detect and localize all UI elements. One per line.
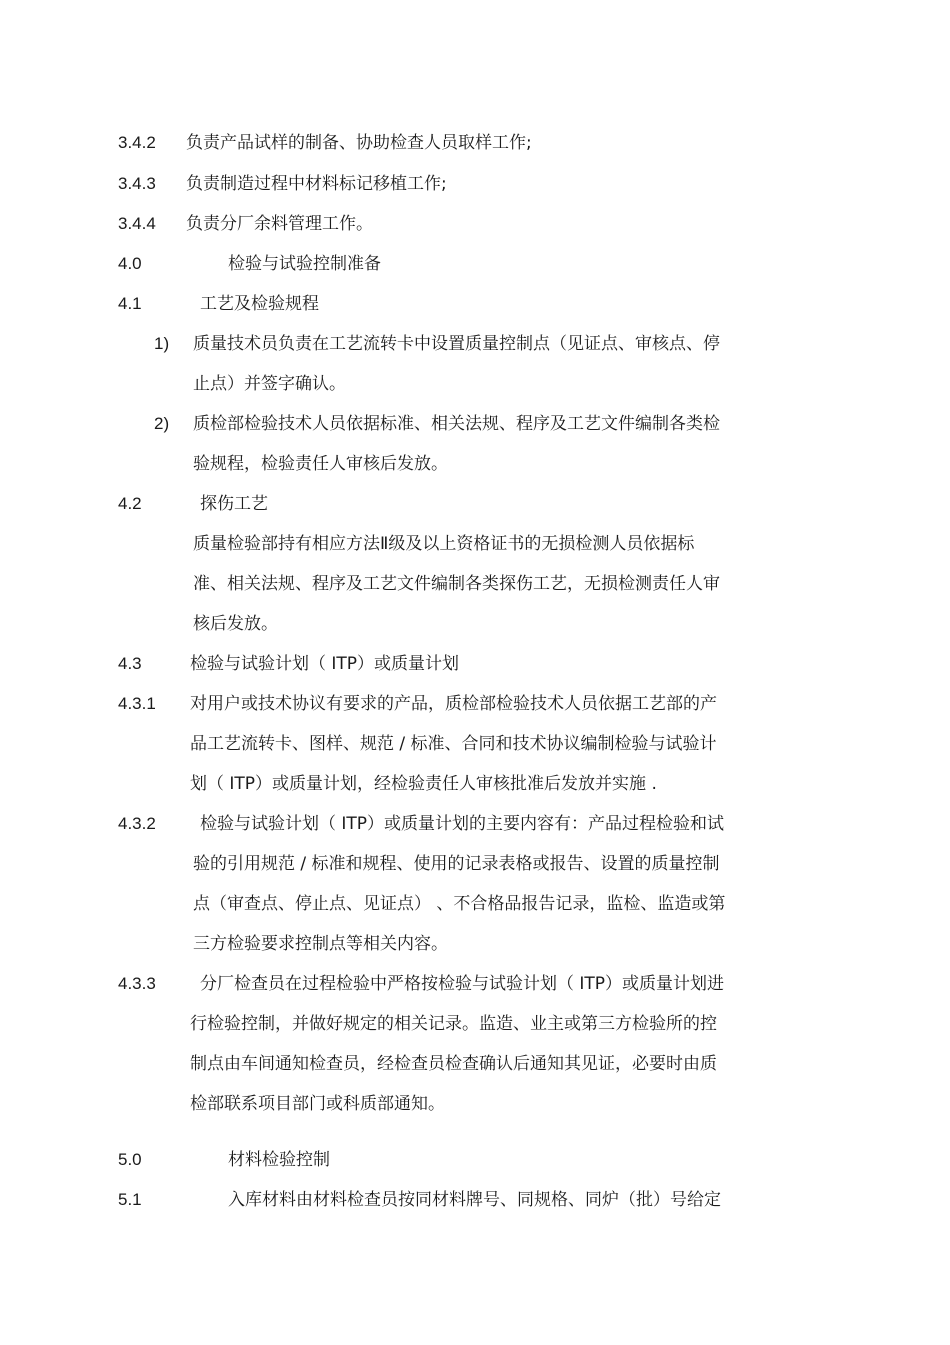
list-marker: 2) <box>154 414 170 433</box>
item-text: 负责分厂余料管理工作。 <box>186 214 373 234</box>
section-heading: 材料检验控制 <box>228 1150 330 1170</box>
item-text: 点（审查点、停止点、见证点） 、不合格品报告记录，监检、监造或第 <box>193 894 726 914</box>
section-number: 4.3 <box>118 654 142 673</box>
item-number: 4.3.1 <box>118 694 156 713</box>
item-text: 对用户或技术协议有要求的产品，质检部检验技术人员依据工艺部的产 <box>190 694 717 714</box>
section-heading: 工艺及检验规程 <box>200 294 319 314</box>
item-text: 行检验控制，并做好规定的相关记录。监造、业主或第三方检验所的控 <box>190 1014 717 1034</box>
section-heading: 探伤工艺 <box>200 494 268 514</box>
item-text: 品工艺流转卡、图样、规范 / 标准、合同和技术协议编制检验与试验计 <box>190 734 717 754</box>
item-text: 制点由车间通知检查员，经检查员检查确认后通知其见证，必要时由质 <box>190 1054 717 1074</box>
item-number: 3.4.4 <box>118 214 156 233</box>
paragraph-text: 入库材料由材料检查员按同材料牌号、同规格、同炉（批）号给定 <box>228 1190 721 1210</box>
section-number: 4.0 <box>118 254 142 273</box>
item-text: 分厂检查员在过程检验中严格按检验与试验计划（ ITP）或质量计划进 <box>200 974 725 994</box>
section-heading: 检验与试验计划（ ITP）或质量计划 <box>190 654 460 674</box>
list-item-text: 质量技术员负责在工艺流转卡中设置质量控制点（见证点、审核点、停 <box>193 334 720 354</box>
paragraph-text: 质量检验部持有相应方法Ⅱ级及以上资格证书的无损检测人员依据标 <box>193 534 695 554</box>
item-text: 负责制造过程中材料标记移植工作; <box>186 174 447 194</box>
item-text: 检验与试验计划（ ITP）或质量计划的主要内容有：产品过程检验和试 <box>200 814 725 834</box>
section-heading: 检验与试验控制准备 <box>228 254 381 274</box>
list-marker: 1) <box>154 334 170 353</box>
list-item-text: 验规程，检验责任人审核后发放。 <box>193 454 448 474</box>
section-number: 4.1 <box>118 294 142 313</box>
list-item-text: 止点）并签字确认。 <box>193 374 346 394</box>
section-number: 4.2 <box>118 494 142 513</box>
section-number: 5.1 <box>118 1190 142 1209</box>
item-text: 检部联系项目部门或科质部通知。 <box>190 1094 445 1114</box>
item-number: 3.4.3 <box>118 174 156 193</box>
paragraph-text: 准、相关法规、程序及工艺文件编制各类探伤工艺，无损检测责任人审 <box>193 574 720 594</box>
item-text: 负责产品试样的制备、协助检查人员取样工作; <box>186 133 532 153</box>
item-text: 划（ ITP）或质量计划，经检验责任人审核批准后发放并实施 . <box>190 774 657 794</box>
item-number: 4.3.2 <box>118 814 156 833</box>
list-item-text: 质检部检验技术人员依据标准、相关法规、程序及工艺文件编制各类检 <box>193 414 720 434</box>
item-number: 3.4.2 <box>118 133 156 152</box>
paragraph-text: 核后发放。 <box>193 614 278 634</box>
item-number: 4.3.3 <box>118 974 156 993</box>
section-number: 5.0 <box>118 1150 142 1169</box>
item-text: 验的引用规范 / 标准和规程、使用的记录表格或报告、设置的质量控制 <box>193 854 720 874</box>
item-text: 三方检验要求控制点等相关内容。 <box>193 934 448 954</box>
